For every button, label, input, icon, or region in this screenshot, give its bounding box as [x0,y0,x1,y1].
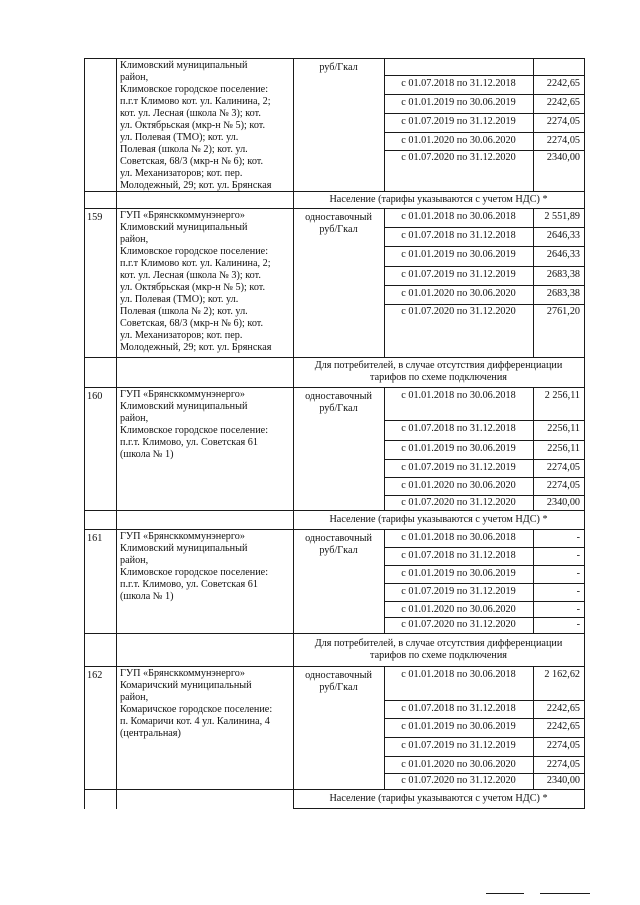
tariff-unit-line: руб/Гкал [319,224,358,235]
table-rule [533,477,585,478]
tariff-value-cell: 2683,38 [546,288,580,299]
tariff-value-cell: 2340,00 [546,497,580,508]
organization-line: район, [120,413,149,424]
organization-line: ул. Механизаторов; кот. пер. [120,168,243,179]
section-header: Для потребителей, в случае отсутствия дифференциации [314,638,563,649]
period-cell: с 01.07.2020 по 31.12.2020 [401,306,516,317]
section-header: Население (тарифы указываются с учетом НДС) * [329,793,548,804]
table-rule [384,246,534,247]
table-rule [533,304,585,305]
tariff-unit-line: руб/Гкал [319,403,358,414]
table-rule [384,459,534,460]
table-rule [384,666,385,790]
tariff-value-cell: 2274,05 [546,740,580,751]
organization-line: Климовский муниципальный [120,222,248,233]
tariff-value-cell: 2274,05 [546,480,580,491]
table-rule [384,529,385,634]
table-rule [533,150,585,151]
organization-line: Советская, 68/3 (мкр-н № 6); кот. [120,318,264,329]
table-rule [533,718,585,719]
organization-line: п.г.т. Климово, ул. Советская 61 [120,437,258,448]
tariff-unit-line: руб/Гкал [319,62,358,73]
period-cell: с 01.01.2018 по 30.06.2018 [401,669,516,680]
tariff-value-cell: 2 551,89 [544,211,580,222]
tariff-value-cell: 2 256,11 [544,390,580,401]
organization-line: район, [120,555,149,566]
table-rule [84,208,85,358]
table-rule [384,547,534,548]
tariff-unit-line: руб/Гкал [319,545,358,556]
organization-line: Климовское городское поселение: [120,246,269,257]
section-header: Население (тарифы указываются с учетом НДС) * [329,194,548,205]
period-cell: с 01.01.2020 по 30.06.2020 [401,480,516,491]
table-rule [84,357,85,388]
tariff-value-cell: 2274,05 [546,462,580,473]
table-rule [384,773,534,774]
period-cell: с 01.07.2018 по 31.12.2018 [401,550,516,561]
table-rule [533,420,585,421]
tariff-value-cell: 2256,11 [547,443,580,454]
table-rule [533,495,585,496]
tariff-value-cell: - [576,586,580,597]
section-header: тарифов по схеме подключения [370,372,507,383]
organization-line: ул. Механизаторов; кот. пер. [120,330,243,341]
organization-line: ул. Полевая (ТМО); кот. ул. [120,132,239,143]
period-cell: с 01.07.2020 по 31.12.2020 [401,619,516,630]
table-rule [84,357,585,358]
table-rule [384,583,534,584]
table-rule [384,756,534,757]
period-cell: с 01.07.2019 по 31.12.2019 [401,269,516,280]
table-rule [533,459,585,460]
table-rule [384,700,534,701]
table-rule [384,387,385,511]
table-rule [533,246,585,247]
period-cell: с 01.01.2020 по 30.06.2020 [401,135,516,146]
tariff-unit-line: одноставочный [305,670,372,681]
period-cell: с 01.01.2020 по 30.06.2020 [401,759,516,770]
tariff-unit-line: руб/Гкал [319,682,358,693]
tariff-unit-line: одноставочный [305,391,372,402]
tariff-value-cell: - [576,550,580,561]
section-header: Население (тарифы указываются с учетом НДС) * [329,514,548,525]
table-rule [116,208,117,358]
table-rule [384,565,534,566]
organization-line: ГУП «Брянсккоммунэнерго» [120,389,245,400]
table-rule [533,132,585,133]
organization-line: ГУП «Брянсккоммунэнерго» [120,531,245,542]
organization-line: район, [120,692,149,703]
table-rule [116,529,117,634]
tariff-value-cell: 2646,33 [546,249,580,260]
period-cell: с 01.07.2018 по 31.12.2018 [401,230,516,241]
tariff-value-cell: - [576,604,580,615]
organization-line: п. Комаричи кот. 4 ул. Калинина, 4 [120,716,270,727]
table-rule [84,529,85,634]
table-rule [293,58,294,209]
table-rule [533,583,585,584]
organization-line: Климовское городское поселение: [120,84,269,95]
table-rule [384,617,534,618]
period-cell: с 01.01.2018 по 30.06.2018 [401,211,516,222]
organization-line: п.г.т Климово кот. ул. Калинина, 2; [120,258,271,269]
period-cell: с 01.01.2020 по 30.06.2020 [401,288,516,299]
table-rule [584,208,585,388]
tariff-value-cell: - [576,532,580,543]
organization-line: Полевая (школа № 2); кот. ул. [120,144,248,155]
period-cell: с 01.07.2019 по 31.12.2019 [401,740,516,751]
table-rule [84,510,85,530]
tariff-value-cell: 2340,00 [546,775,580,786]
organization-line: кот. ул. Лесная (школа № 3); кот. [120,108,261,119]
table-rule [533,94,585,95]
tariff-value-cell: 2683,38 [546,269,580,280]
table-rule [384,58,385,192]
period-cell: с 01.07.2020 по 31.12.2020 [401,497,516,508]
period-cell: с 01.01.2018 по 30.06.2018 [401,532,516,543]
table-rule [384,227,534,228]
table-rule [116,666,117,790]
organization-line: п.г.т Климово кот. ул. Калинина, 2; [120,96,271,107]
organization-line: Климовский муниципальный [120,543,248,554]
table-rule [384,304,534,305]
organization-line: Климовский муниципальный [120,401,248,412]
tariff-value-cell: 2 162,62 [544,669,580,680]
tariff-unit-line: одноставочный [305,212,372,223]
organization-line: Советская, 68/3 (мкр-н № 6); кот. [120,156,264,167]
table-rule [84,666,585,667]
organization-line: Климовский муниципальный [120,60,248,71]
table-rule [533,208,534,358]
table-rule [533,58,534,192]
table-rule [84,191,85,209]
table-rule [533,75,585,76]
table-rule [84,789,85,809]
row-number: 161 [87,533,103,544]
organization-line: (центральная) [120,728,181,739]
period-cell: с 01.07.2019 по 31.12.2019 [401,462,516,473]
organization-line: п.г.т. Климово, ул. Советская 61 [120,579,258,590]
table-rule [116,510,117,530]
table-rule [384,132,534,133]
organization-line: Комаричское городское поселение: [120,704,273,715]
organization-line: кот. ул. Лесная (школа № 3); кот. [120,270,261,281]
period-cell: с 01.01.2019 по 30.06.2019 [401,249,516,260]
table-rule [533,285,585,286]
period-cell: с 01.01.2019 по 30.06.2019 [401,721,516,732]
row-number: 162 [87,670,103,681]
organization-line: Климовское городское поселение: [120,425,269,436]
table-rule [533,666,534,790]
organization-line: ГУП «Брянсккоммунэнерго» [120,210,245,221]
tariff-value-cell: 2242,65 [546,78,580,89]
organization-line: ул. Октябрьская (мкр-н № 5); кот. [120,120,266,131]
table-rule [533,565,585,566]
table-rule [293,808,585,809]
table-rule [84,633,85,667]
organization-line: Молодежный, 29; кот. ул. Брянская [120,180,272,191]
period-cell: с 01.07.2019 по 31.12.2019 [401,586,516,597]
table-rule [84,789,585,790]
period-cell: с 01.01.2020 по 30.06.2020 [401,604,516,615]
table-rule [584,58,585,209]
table-rule [384,737,534,738]
period-cell: с 01.07.2018 по 31.12.2018 [401,423,516,434]
table-rule [84,387,585,388]
table-rule [384,420,534,421]
tariff-value-cell: 2242,65 [546,703,580,714]
scan-artifact-line [486,893,524,894]
table-rule [384,495,534,496]
organization-line: Полевая (школа № 2); кот. ул. [120,306,248,317]
table-rule [293,529,294,667]
tariff-value-cell: 2274,05 [546,759,580,770]
tariff-value-cell: 2761,20 [546,306,580,317]
table-rule [116,789,117,809]
period-cell: с 01.01.2019 по 30.06.2019 [401,568,516,579]
tariff-value-cell: 2242,65 [546,97,580,108]
row-number: 160 [87,391,103,402]
period-cell: с 01.07.2018 по 31.12.2018 [401,78,516,89]
table-rule [533,529,534,634]
table-rule [533,756,585,757]
table-rule [533,387,534,511]
table-rule [533,617,585,618]
period-cell: с 01.07.2020 по 31.12.2020 [401,152,516,163]
table-rule [533,547,585,548]
table-rule [293,666,294,809]
table-rule [384,94,534,95]
period-cell: с 01.07.2018 по 31.12.2018 [401,703,516,714]
table-rule [384,208,385,358]
tariff-value-cell: - [576,568,580,579]
section-header: тарифов по схеме подключения [370,650,507,661]
table-rule [533,227,585,228]
table-rule [533,440,585,441]
organization-line: ГУП «Брянсккоммунэнерго» [120,668,245,679]
tariff-value-cell: 2340,00 [546,152,580,163]
period-cell: с 01.01.2019 по 30.06.2019 [401,97,516,108]
table-rule [384,718,534,719]
organization-line: ул. Октябрьская (мкр-н № 5); кот. [120,282,266,293]
table-rule [584,529,585,667]
section-header: Для потребителей, в случае отсутствия дифференциации [314,360,563,371]
table-rule [533,737,585,738]
table-rule [384,150,534,151]
tariff-unit-line: одноставочный [305,533,372,544]
table-rule [84,666,85,790]
tariff-value-cell: 2274,05 [546,135,580,146]
tariff-value-cell: 2274,05 [546,116,580,127]
tariff-value-cell: 2242,65 [546,721,580,732]
organization-line: Молодежный, 29; кот. ул. Брянская [120,342,272,353]
table-rule [533,266,585,267]
table-rule [84,58,85,192]
table-rule [84,387,85,511]
organization-line: (школа № 1) [120,591,174,602]
table-rule [116,387,117,511]
period-cell: с 01.01.2018 по 30.06.2018 [401,390,516,401]
table-rule [84,208,585,209]
organization-line: (школа № 1) [120,449,174,460]
table-rule [84,529,585,530]
table-rule [293,387,294,530]
organization-line: Комаричский муниципальный [120,680,252,691]
table-rule [384,440,534,441]
period-cell: с 01.01.2019 по 30.06.2019 [401,443,516,454]
table-rule [84,58,585,59]
table-rule [84,510,585,511]
tariff-value-cell: - [576,619,580,630]
table-rule [533,700,585,701]
table-rule [384,75,534,76]
table-rule [116,633,117,667]
table-rule [116,191,117,209]
row-number: 159 [87,212,103,223]
table-rule [116,357,117,388]
table-rule [533,113,585,114]
table-rule [84,633,585,634]
table-rule [384,113,534,114]
organization-line: район, [120,234,149,245]
organization-line: Климовское городское поселение: [120,567,269,578]
organization-line: район, [120,72,149,83]
table-rule [293,208,294,388]
organization-line: ул. Полевая (ТМО); кот. ул. [120,294,239,305]
period-cell: с 01.07.2020 по 31.12.2020 [401,775,516,786]
tariff-value-cell: 2256,11 [547,423,580,434]
table-rule [533,773,585,774]
tariff-value-cell: 2646,33 [546,230,580,241]
table-rule [384,285,534,286]
table-rule [116,58,117,192]
table-rule [384,266,534,267]
table-rule [384,601,534,602]
table-rule [384,477,534,478]
table-rule [533,601,585,602]
scan-artifact-line [540,893,590,894]
period-cell: с 01.07.2019 по 31.12.2019 [401,116,516,127]
